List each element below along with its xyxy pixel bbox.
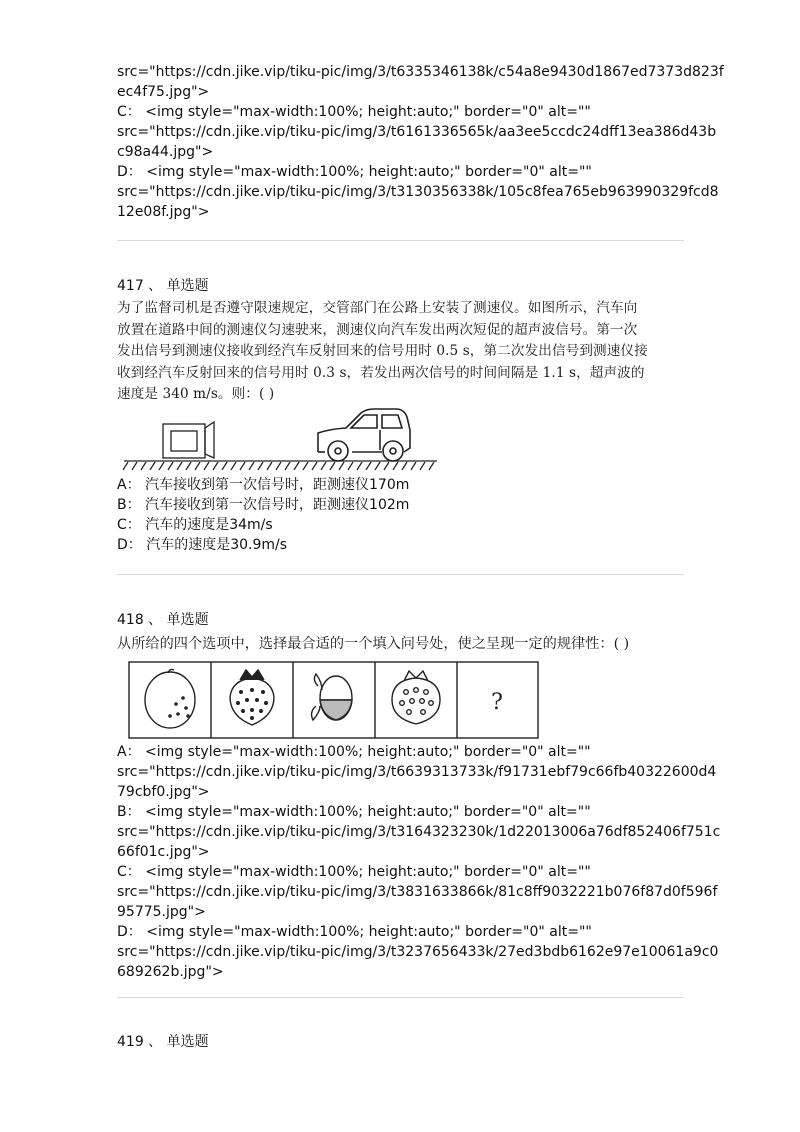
stem-line: 发出信号到测速仪接收到经汽车反射回来的信号用时 0.5 s，第二次发出信号到测速仪接 <box>117 343 648 359</box>
option-c-line-3: 95775.jpg"> <box>117 904 206 920</box>
option-b-line-3: 66f01c.jpg"> <box>117 844 210 860</box>
option-d-line-1: D： <img style="max-width:100%; height:auto;" border="0" alt="" <box>117 164 592 180</box>
stem-line: 为了监督司机是否遵守限速规定，交管部门在公路上安装了测速仪。如图所示，汽车向 <box>117 300 638 316</box>
stem-line: 放置在道路中间的测速仪匀速驶来，测速仪向汽车发出两次短促的超声波信号。第一次 <box>117 321 638 338</box>
stem-line: 收到经汽车反射回来的信号用时 0.3 s，若发出两次信号的时间间隔是 1.1 s，超声波的 <box>117 364 645 381</box>
option-b-line-1: src="https://cdn.jike.vip/tiku-pic/img/3/t6335346138k/c54a8e9430d1867ed7373d823f <box>117 64 724 80</box>
question-417-header: 417 、 单选题 <box>117 278 209 294</box>
fruit-half-icon <box>312 674 352 720</box>
question-mark: ? <box>491 690 503 715</box>
question-418-options <box>117 742 721 982</box>
stem-line: 速度是 340 m/s。则：( ) <box>117 386 275 402</box>
question-418-stem: 从所给的四个选项中，选择最合适的一个填入问号处，使之呈现一定的规律性：( ) <box>117 636 630 652</box>
option-d-line-3: 689262b.jpg"> <box>117 964 224 980</box>
fruit-dotted-icon <box>145 669 195 728</box>
option-c-line-2: src="https://cdn.jike.vip/tiku-pic/img/3/t6161336565k/aa3ee5ccdc24dff13ea386d43b <box>117 124 717 140</box>
divider <box>117 997 684 998</box>
option-a[interactable]: A： 汽车接收到第一次信号时，距测速仪170m <box>117 477 410 493</box>
option-d-line-2: src="https://cdn.jike.vip/tiku-pic/img/3/t3237656433k/27ed3bdb6162e97e10061a9c0 <box>117 944 719 960</box>
option-a-line-1[interactable]: A： <img style="max-width:100%; height:auto;" border="0" alt="" <box>117 744 591 760</box>
option-c-line-1: C： <img style="max-width:100%; height:auto;" border="0" alt="" <box>117 104 591 120</box>
strawberry-outline-icon <box>392 671 440 724</box>
option-c[interactable]: C： 汽车的速度是34m/s <box>117 517 273 533</box>
option-b-line-2: src="https://cdn.jike.vip/tiku-pic/img/3/t3164323230k/1d22013006a76df852406f751c <box>117 824 721 840</box>
strawberry-icon <box>230 670 274 725</box>
question-418-header: 418 、 单选题 <box>117 612 209 628</box>
option-d-line-3: 12e08f.jpg"> <box>117 204 210 220</box>
question-419-header: 419 、 单选题 <box>117 1034 209 1050</box>
option-d[interactable]: D： 汽车的速度是30.9m/s <box>117 537 288 553</box>
option-b-line-2: ec4f75.jpg"> <box>117 84 210 100</box>
option-c-line-3: c98a44.jpg"> <box>117 144 214 160</box>
option-d-line-1[interactable]: D： <img style="max-width:100%; height:auto;" border="0" alt="" <box>117 924 592 940</box>
option-c-line-2: src="https://cdn.jike.vip/tiku-pic/img/3/t3831633866k/81c8ff9032221b076f87d0f596f <box>117 884 718 900</box>
option-c-line-1[interactable]: C： <img style="max-width:100%; height:auto;" border="0" alt="" <box>117 864 591 880</box>
option-b-line-1[interactable]: B： <img style="max-width:100%; height:auto;" border="0" alt="" <box>117 804 591 820</box>
option-a-line-2: src="https://cdn.jike.vip/tiku-pic/img/3/t6639313733k/f91731ebf79c66fb40322600d4 <box>117 764 717 780</box>
option-a-line-3: 79cbf0.jpg"> <box>117 784 210 800</box>
option-b[interactable]: B： 汽车接收到第一次信号时，距测速仪102m <box>117 497 410 513</box>
option-d-line-2: src="https://cdn.jike.vip/tiku-pic/img/3/t3130356338k/105c8fea765eb963990329fcd8 <box>117 184 719 200</box>
